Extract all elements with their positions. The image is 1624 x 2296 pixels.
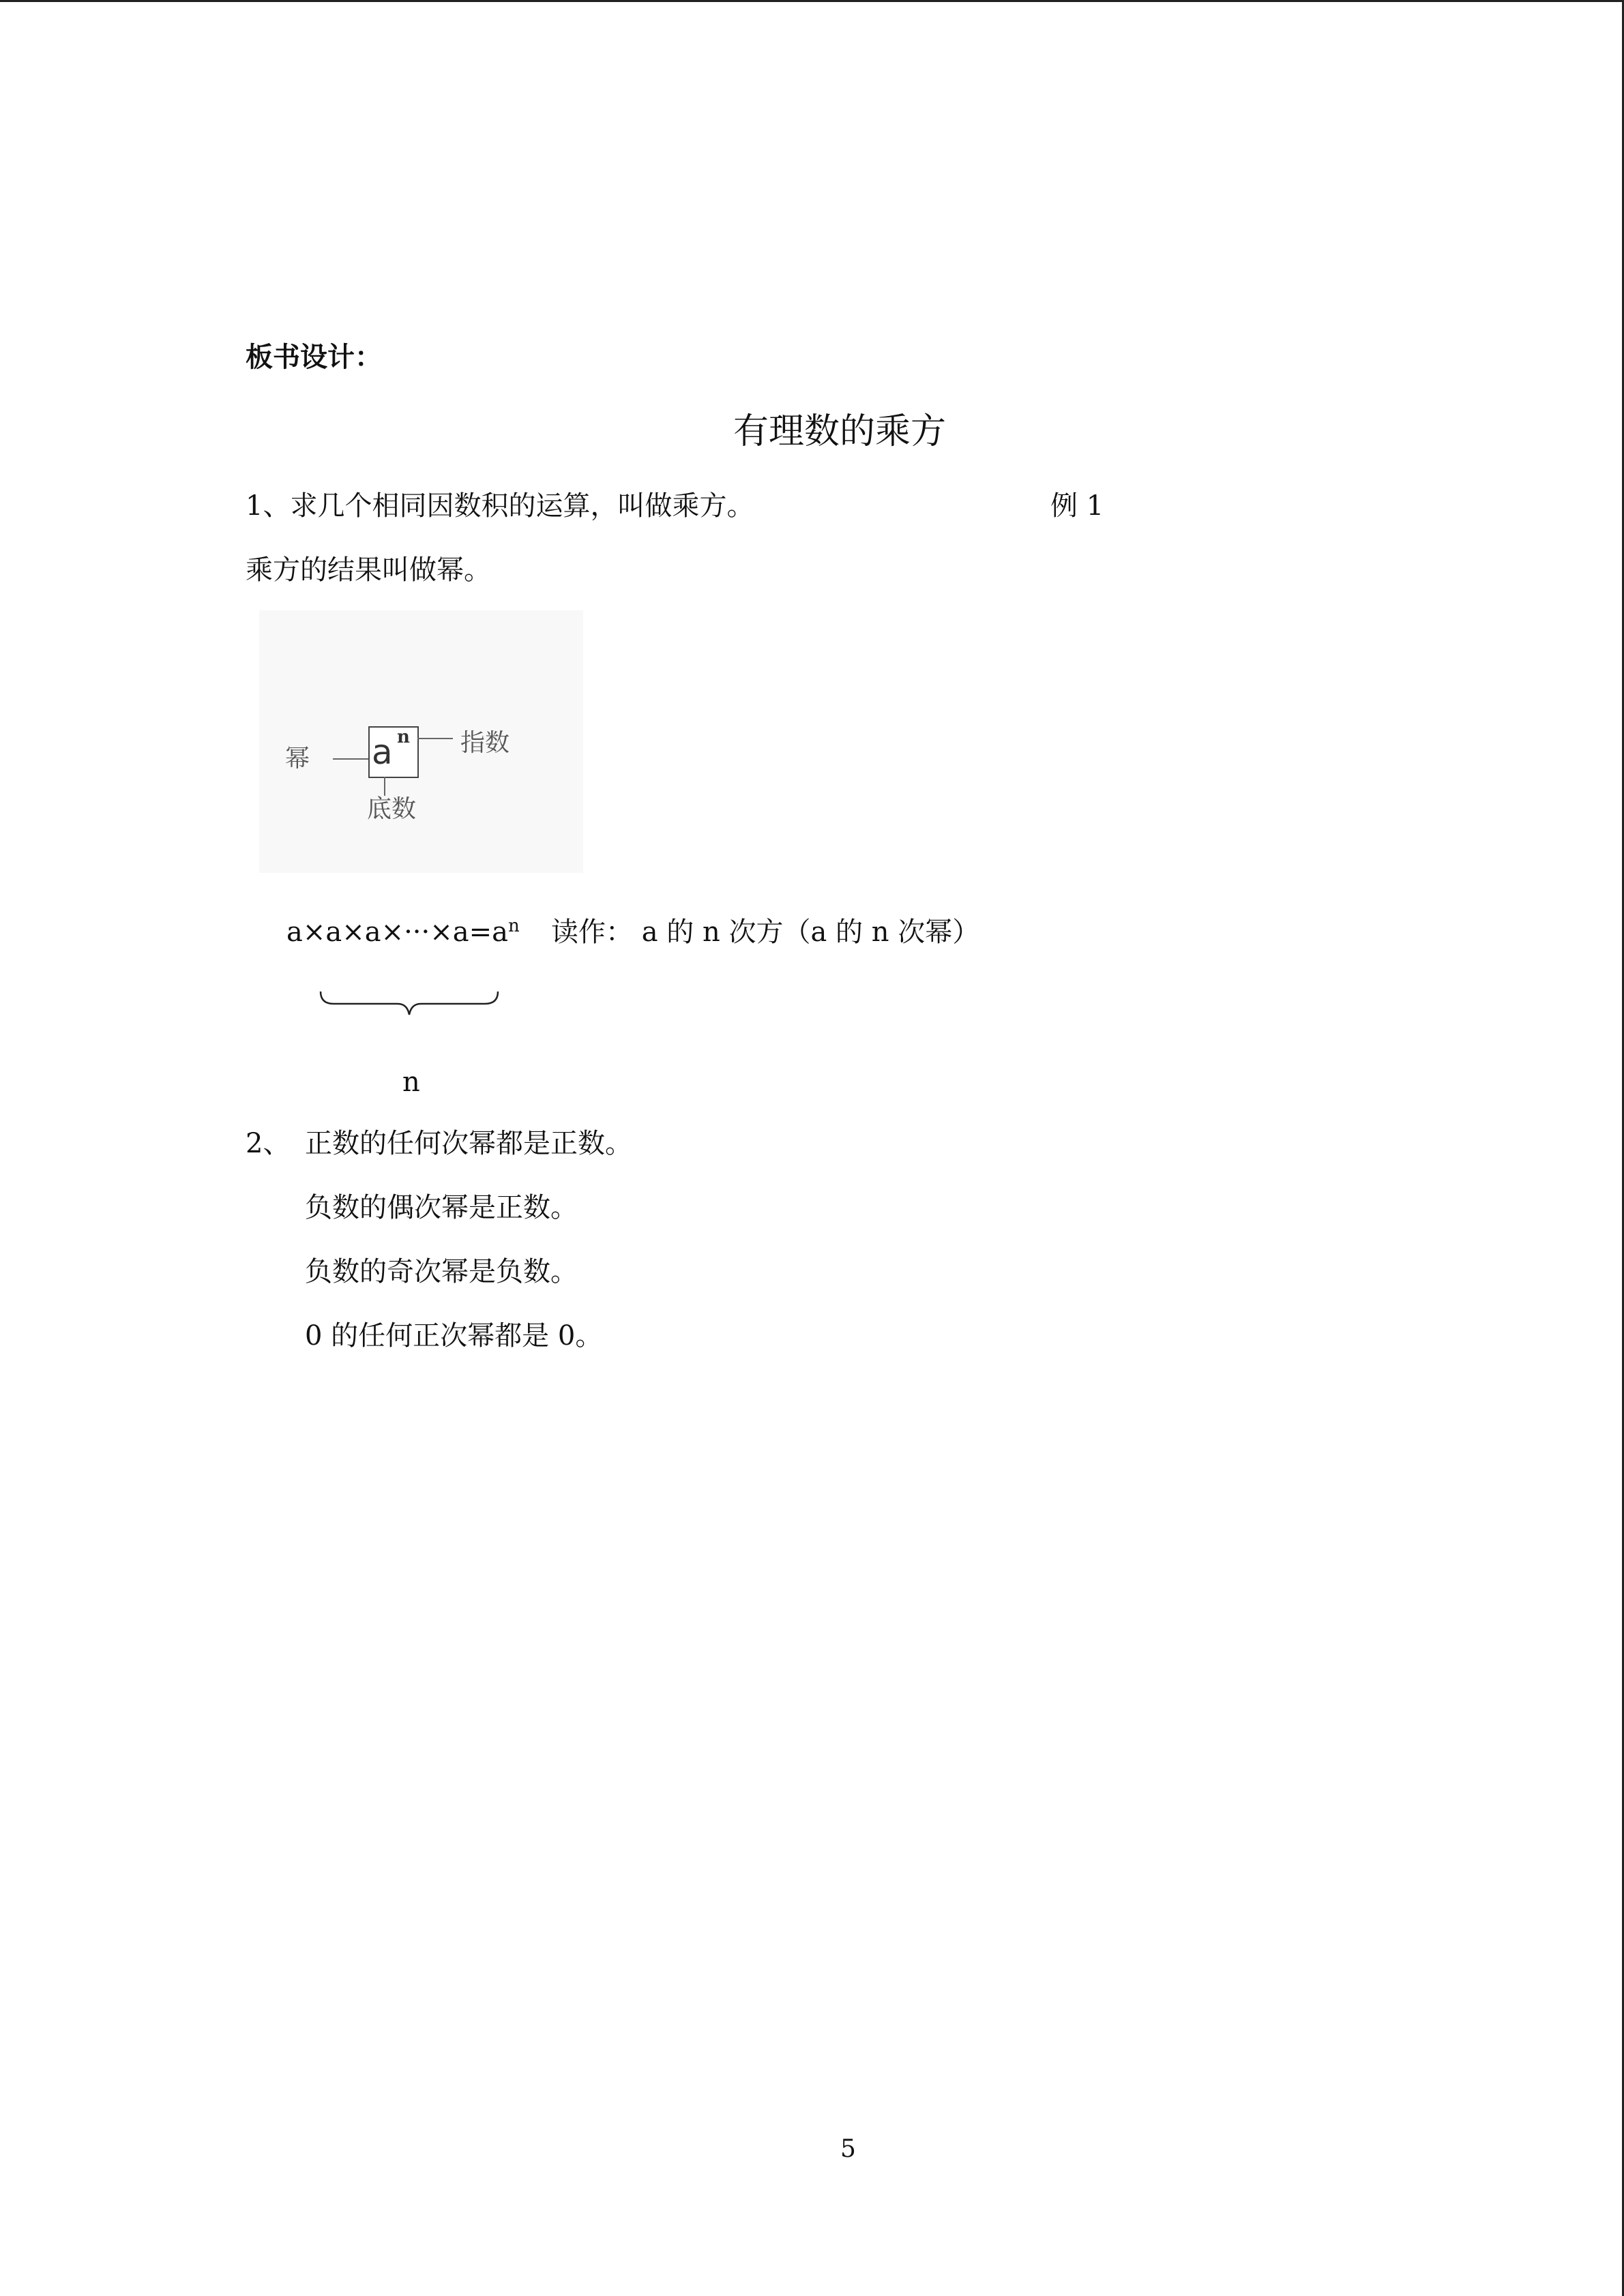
diagram-power-connector <box>333 758 368 760</box>
power-formula <box>286 916 520 949</box>
rule-zero: 0 的任何正次幂都是 0。 <box>305 1320 603 1352</box>
diagram-base-connector <box>384 777 385 796</box>
page-number: 5 <box>840 2135 856 2163</box>
diagram-exponent-connector <box>417 738 453 739</box>
rule-positive: 正数的任何次幂都是正数。 <box>305 1128 632 1159</box>
power-diagram <box>259 610 583 873</box>
underbrace <box>317 989 501 1019</box>
formula-superscript: n <box>507 916 520 936</box>
brace-label: n <box>402 1067 420 1098</box>
diagram-base-label: 底数 <box>367 795 417 823</box>
rule-negative-even: 负数的偶次幂是正数。 <box>305 1192 578 1223</box>
diagram-base-letter: a <box>372 732 393 772</box>
diagram-exponent-label: 指数 <box>460 729 510 757</box>
rule-negative-odd: 负数的奇次幂是负数。 <box>305 1256 578 1287</box>
formula-expression: a×a×a×···×a=a <box>286 916 508 948</box>
definition-line: 1、求几个相同因数积的运算，叫做乘方。 <box>246 490 754 522</box>
page-title: 有理数的乘方 <box>733 411 947 452</box>
diagram-power-label: 幂 <box>285 745 310 773</box>
power-result-line: 乘方的结果叫做幂。 <box>246 554 491 586</box>
formula-reading: 读作： a 的 n 次方（a 的 n 次幂） <box>551 916 980 948</box>
board-design-heading: 板书设计： <box>246 341 382 373</box>
example-label: 例 1 <box>1050 490 1104 522</box>
diagram-exponent-letter: n <box>397 727 410 747</box>
top-border <box>0 0 1624 2</box>
section2-number: 2、 <box>246 1128 291 1159</box>
